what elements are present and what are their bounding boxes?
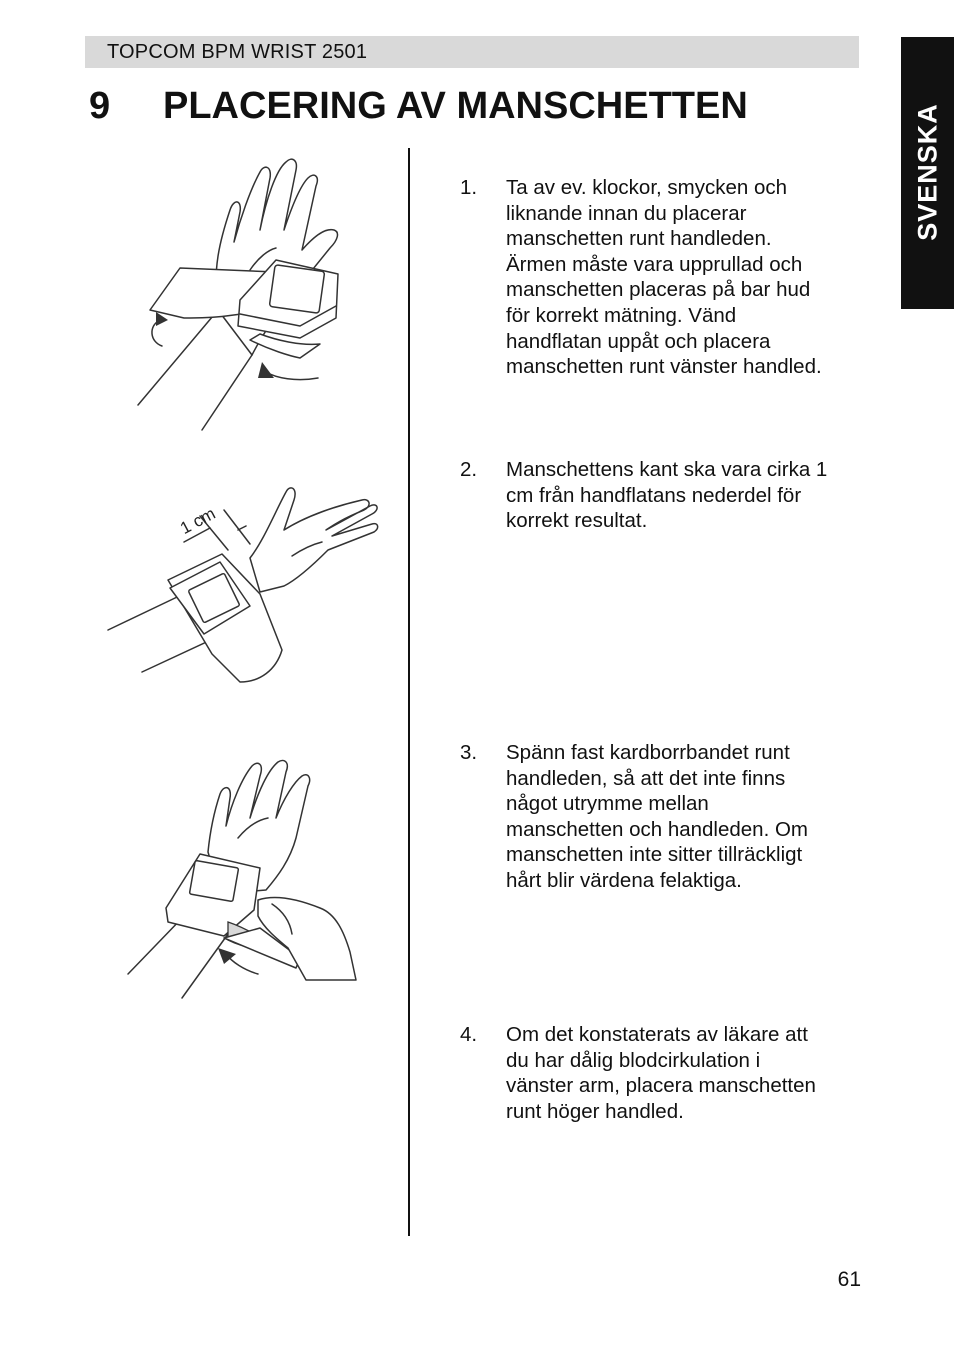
step-text: Om det konstaterats av läkare att du har dålig blodcirkulation i vänster arm, placera manschetten runt höger handled. [506,1023,816,1123]
step-3 [460,740,860,894]
page-number: 61 [837,1268,861,1291]
figure-cuff-distance [100,470,400,690]
language-tab [901,37,954,309]
step-number: 2. [460,458,478,481]
step-2 [460,457,860,534]
figure-fasten-velcro [100,752,400,1012]
step-1 [460,175,860,380]
step-text: Ta av ev. klockor, smycken och liknande innan du placerar manschetten runt handleden. Ärmen måste vara upprullad och manschetten placeras på bar hud för korrekt mätning. Vänd handflatan uppåt och placera manschetten runt vänster handled. [506,176,822,379]
step-number: 4. [460,1023,478,1046]
step-4 [460,1022,860,1124]
section-heading [89,82,748,130]
step-number: 1. [460,176,478,199]
wrap-cuff-illustration [100,150,400,440]
step-number: 3. [460,741,478,764]
figure-wrap-cuff [100,150,400,440]
measure-label: 1 cm [177,503,219,538]
running-header [85,36,859,68]
language-tab-label: SVENSKA [912,103,942,241]
header-title: TOPCOM BPM WRIST 2501 [107,41,368,63]
section-title: PLACERING AV MANSCHETTEN [163,85,748,127]
cuff-distance-illustration [100,470,400,690]
step-text: Manschettens kant ska vara cirka 1 cm från handflatans nederdel för korrekt resultat. [506,458,828,533]
step-text: Spänn fast kardborrbandet runt handleden, så att det inte finns något utrymme mellan manschetten och handleden. Om manschetten inte sitter tillräckligt hårt blir värdena felaktiga. [506,741,808,892]
column-divider [408,148,410,1236]
fasten-velcro-illustration [100,752,400,1012]
section-number: 9 [89,85,111,127]
